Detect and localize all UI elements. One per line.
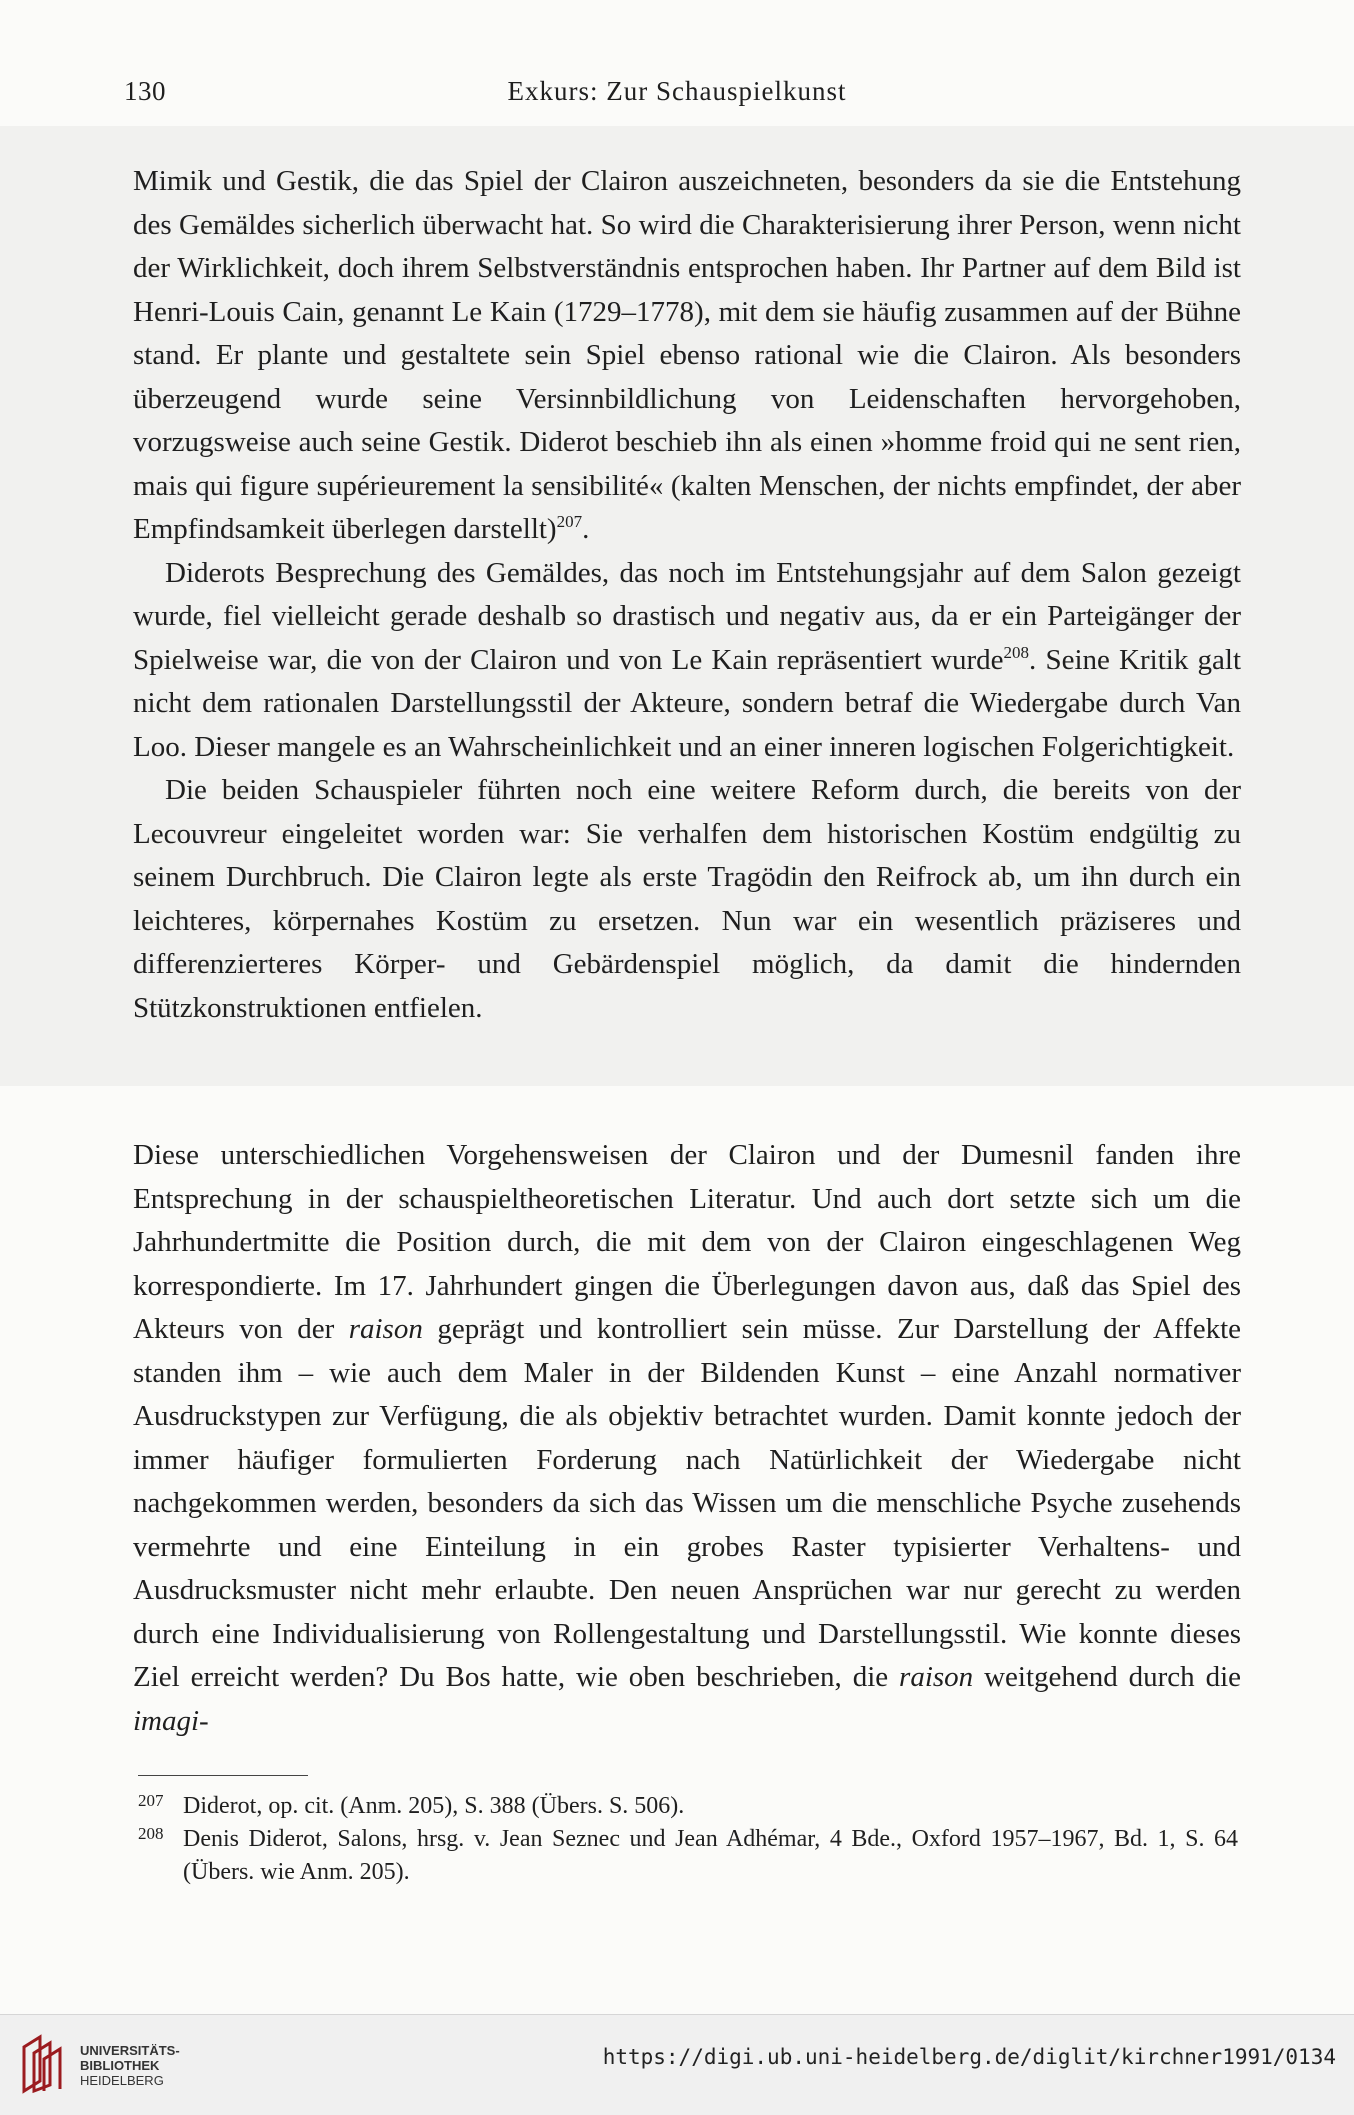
footnote	[138, 1823, 1238, 1889]
body-paragraph: Diese unterschiedlichen Vorgehensweisen der Clairon und der Dumesnil fanden ihre Entsprechung in der schauspieltheoretischen Literatur. Und auch dort setzte sich um die Jahrhundertmitte die Position durch, die mit dem von der Clairon eingeschlagenen Weg korrespondierte. Im 17. Jahrhundert gingen die Überlegungen davon aus, daß das Spiel des Akteurs von der raison geprägt und kontrolliert sein müsse. Zur Darstellung der Affekte standen ihm – wie auch dem Maler in der Bildenden Kunst – eine Anzahl normativer Ausdruckstypen zur Verfügung, die als objektiv betrachtet wurden. Damit konnte jedoch der immer häufiger formulierten Forderung nach Natürlichkeit der Wiedergabe nicht nachgekommen werden, besonders da sich das Wissen um die menschliche Psyche zusehends vermehrte und eine Einteilung in ein grobes Raster typisierter Verhaltens- und Ausdrucksmuster nicht mehr erlaubte. Den neuen Ansprüchen war nur gerecht zu werden durch eine Individualisierung von Rollengestaltung und Darstellungsstil. Wie konnte dieses Ziel erreicht werden? Du Bos hatte, wie oben beschrieben, die raison weitgehend durch die imagi-	[133, 1139, 1242, 1737]
body-paragraph: Diderots Besprechung des Gemäldes, das noch im Entstehungsjahr auf dem Salon gezeigt wurde, fiel vielleicht gerade deshalb so drastisch und negativ aus, da er ein Parteigänger der Spielweise war, die von der Clairon und von Le Kain repräsentiert wurde$^{208}$. Seine Kritik galt nicht dem rationalen Darstellungsstil der Akteure, sondern betraf die Wiedergabe durch Van Loo. Dieser mangele es an Wahrscheinlichkeit und an einer inneren logischen Folgerichtigkeit.	[133, 556, 1242, 763]
viewer-footer-bar	[0, 2014, 1354, 2115]
page-number: 130	[124, 76, 166, 106]
body-paragraph: Mimik und Gestik, die das Spiel der Clairon auszeichneten, besonders da sie die Entstehung des Gemäldes sicherlich überwacht hat. So wird die Charakterisierung ihrer Person, wenn nicht der Wirklichkeit, doch ihrem Selbstverständnis entsprochen haben. Ihr Partner auf dem Bild ist Henri-Louis Cain, genannt Le Kain (1729–1778), mit dem sie häufig zusammen auf der Bühne stand. Er plante und gestaltete sein Spiel ebenso rational wie die Clairon. Als besonders überzeugend wurde seine Versinnbildlichung von Leidenschaften hervorgehoben, vorzugsweise auch seine Gestik. Diderot beschieb ihn als einen »homme froid qui ne sent rien, mais qui figure supérieurement la sensibilité« (kalten Menschen, der nichts empfindet, der aber Empfindsamkeit überlegen darstellt)$^{207}$.	[133, 165, 1241, 545]
footnote-text: Denis Diderot, Salons, hrsg. v. Jean Seznec und Jean Adhémar, 4 Bde., Oxford 1957–1967, Bd. 1, S. 64 (Übers. wie Anm. 205).	[183, 1826, 1238, 1885]
footnote-number: 207	[138, 1791, 164, 1810]
footnotes	[138, 1790, 1238, 1889]
library-logo-icon	[18, 2033, 72, 2095]
library-name: UNIVERSITÄTS- BIBLIOTHEK HEIDELBERG	[80, 2043, 180, 2088]
body-text-block-1	[133, 160, 1241, 1030]
footnote	[138, 1790, 1238, 1823]
footnote-rule	[138, 1775, 308, 1776]
footnote-text: Diderot, op. cit. (Anm. 205), S. 388 (Übers. S. 506).	[183, 1793, 685, 1819]
body-paragraph: Die beiden Schauspieler führten noch eine weitere Reform durch, die bereits von der Lecouvreur eingeleitet worden war: Sie verhalfen dem historischen Kostüm endgültig zu seinem Durchbruch. Die Clairon legte als erste Tragödin den Reifrock ab, um ihn durch ein leichteres, körpernahes Kostüm zu ersetzen. Nun war ein wesentlich präziseres und differenzierteres Körper- und Gebärdenspiel möglich, da damit die hindernden Stützkonstruktionen entfielen.	[133, 774, 1241, 1024]
running-head: Exkurs: Zur Schauspielkunst	[507, 76, 847, 106]
footnote-number: 208	[138, 1824, 164, 1843]
permalink-url[interactable]: https://digi.ub.uni-heidelberg.de/diglit/kirchner1991/0134	[602, 2045, 1336, 2069]
page-header	[0, 76, 1354, 116]
body-text-block-2	[133, 1134, 1241, 1743]
